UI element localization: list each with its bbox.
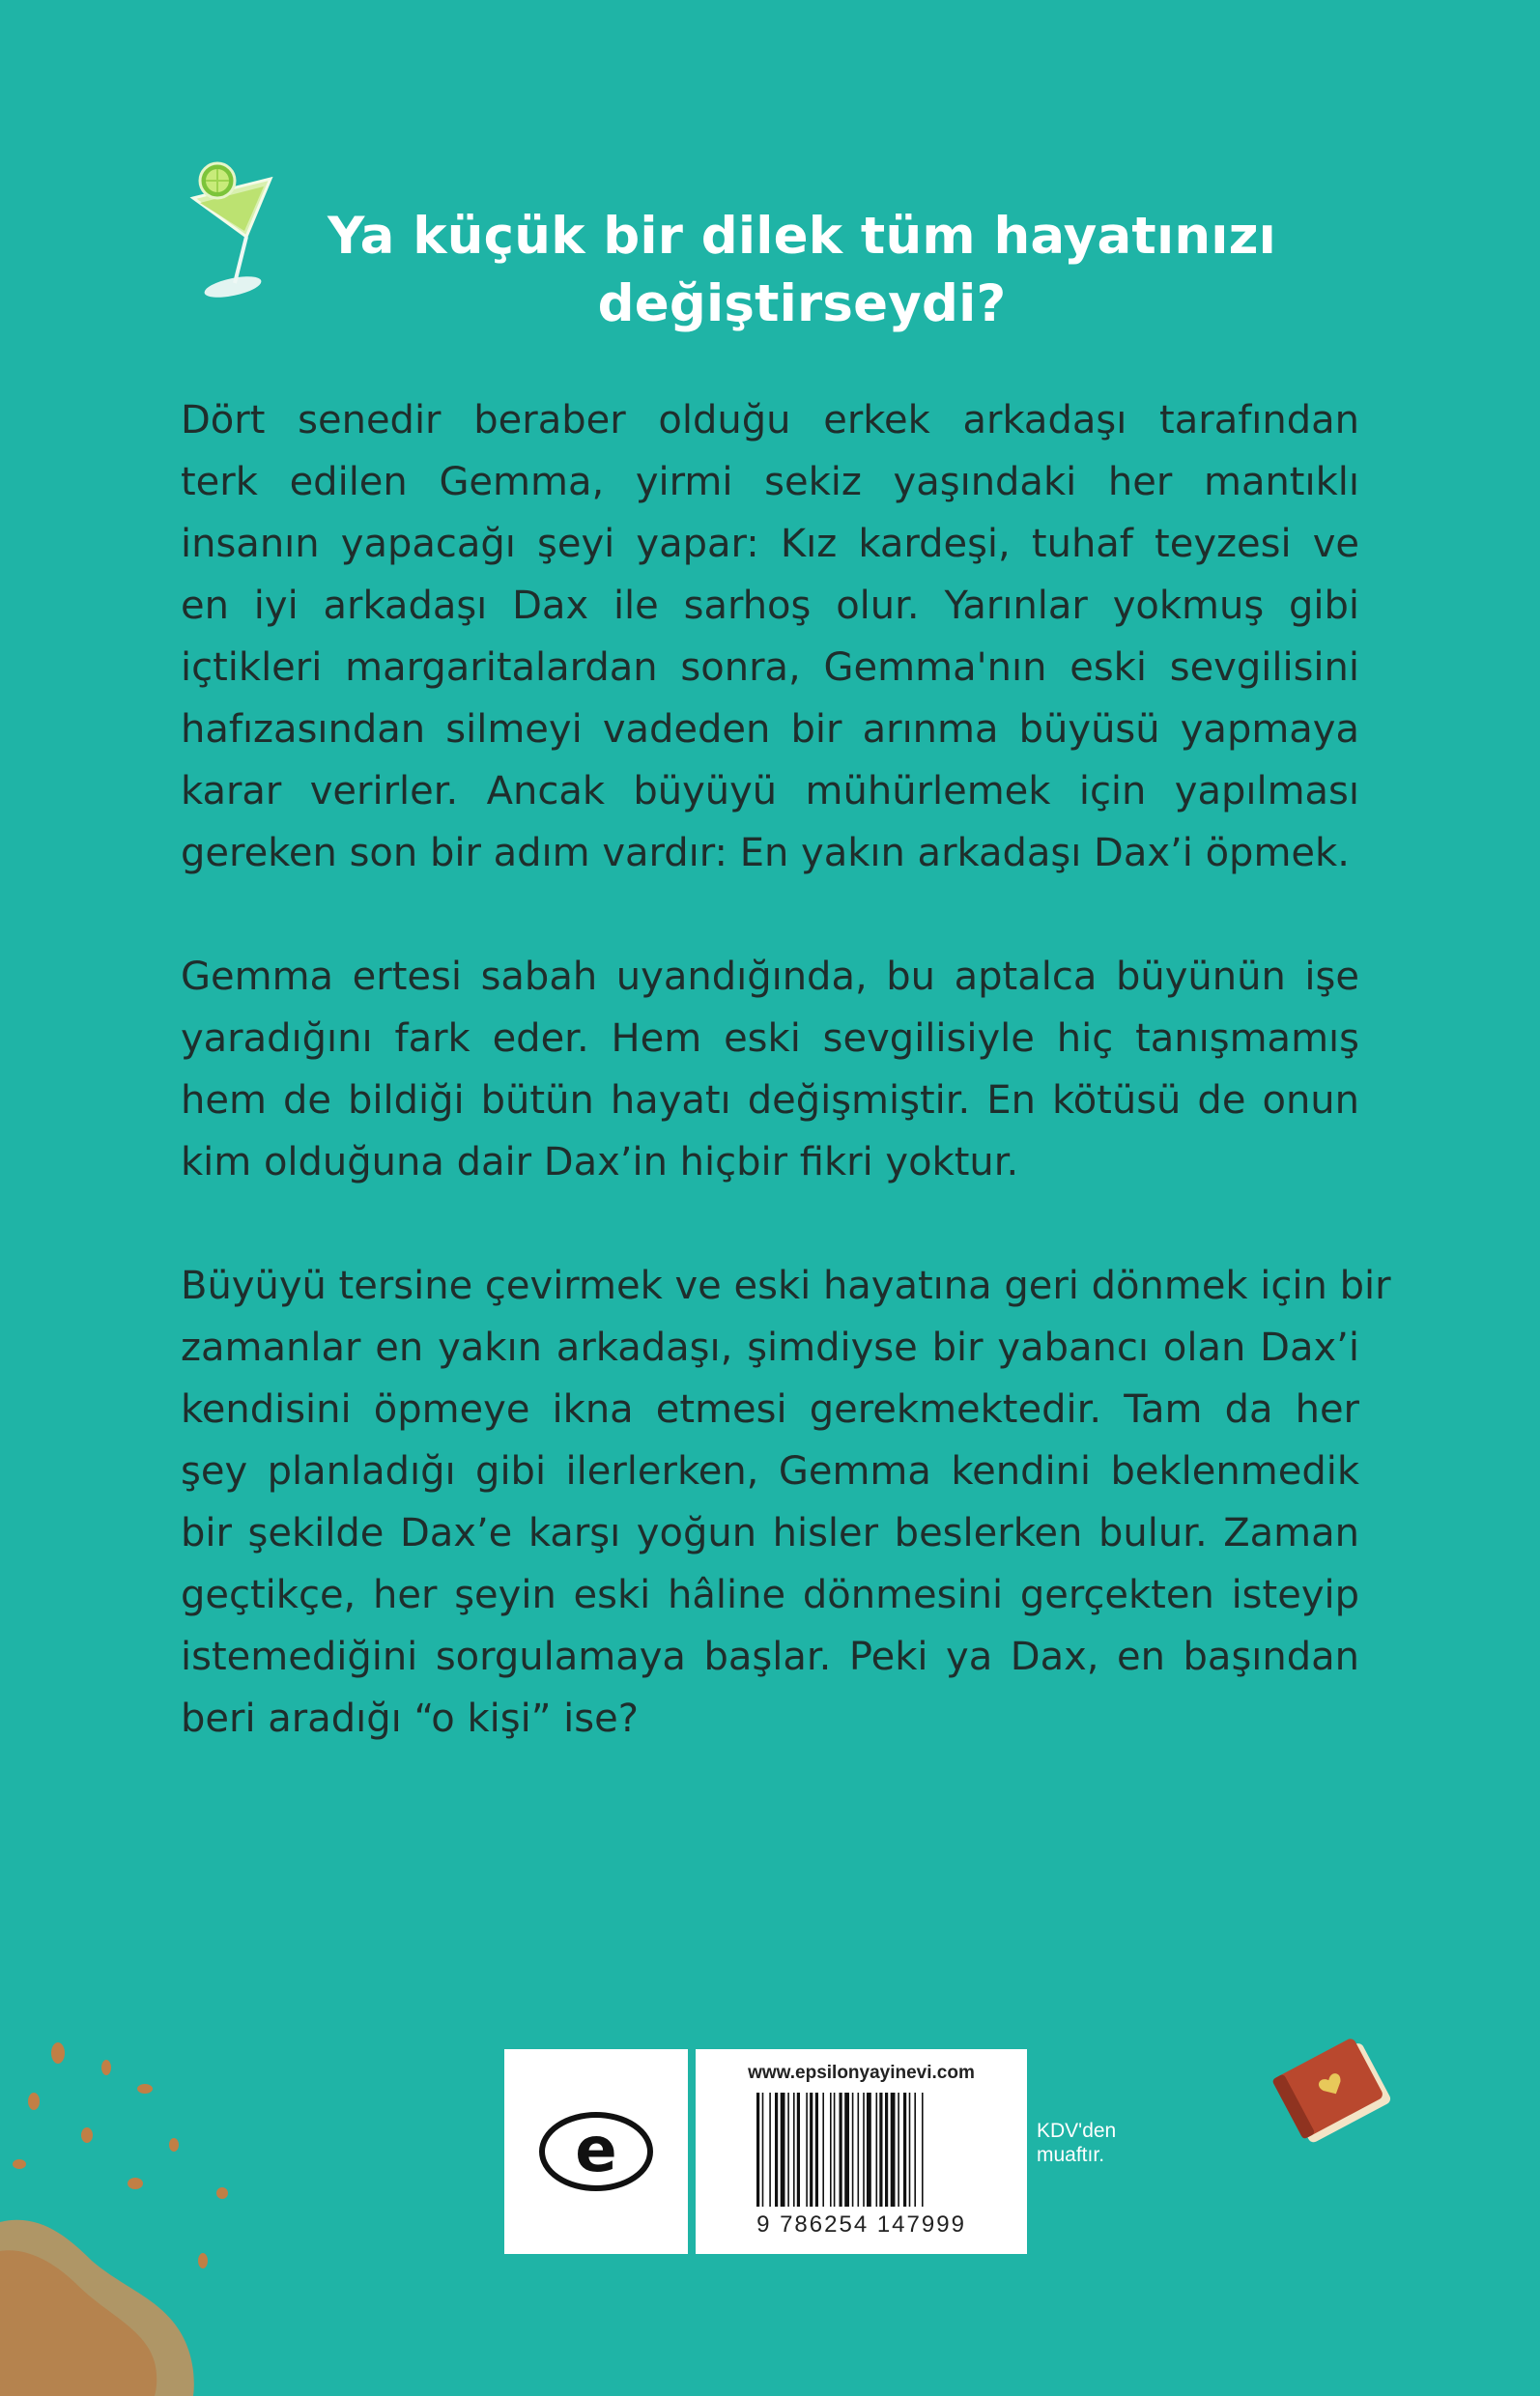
text-line: içtikleri margaritalardan sonra, Gemma'nın eski sevgilisini: [181, 645, 1359, 690]
headline-line-2: değiştirseydi?: [597, 274, 1007, 333]
headline-line-1: Ya küçük bir dilek tüm hayatınızı: [327, 207, 1277, 266]
headline: [290, 203, 1314, 338]
text-line: istemediğini sorgulamaya başlar. Peki ya Dax, en başından: [181, 1635, 1359, 1679]
text-line: karar verirler. Ancak büyüyü mühürlemek için yapılması: [181, 769, 1359, 813]
book-icon: [1266, 2029, 1411, 2154]
text-line: şey planladığı gibi ilerlerken, Gemma kendini beklenmedik: [181, 1449, 1359, 1494]
text-line: hafızasından silmeyi vadeden bir arınma büyüsü yapmaya: [181, 707, 1359, 752]
isbn-number: 9 786254 147999: [756, 2211, 966, 2238]
logo-letter: e: [575, 2115, 617, 2186]
publisher-website: www.epsilonyayinevi.com: [748, 2063, 975, 2083]
text-line: gereken son bir adım vardır: En yakın arkadaşı Dax’i öpmek.: [181, 831, 1350, 875]
paragraph-3: [181, 1255, 1391, 1750]
text-line: bir şekilde Dax’e karşı yoğun hisler beslerken bulur. Zaman: [181, 1511, 1359, 1555]
text-line: kendisini öpmeye ikna etmesi gerekmektedir. Tam da her: [181, 1387, 1359, 1432]
epsilon-logo-icon: [538, 2111, 654, 2192]
publisher-logo-box: [504, 2049, 688, 2254]
text-line: en iyi arkadaşı Dax ile sarhoş olur. Yarınlar yokmuş gibi: [181, 584, 1359, 628]
barcode-box: [696, 2049, 1027, 2254]
blurb: [181, 389, 1391, 1811]
margarita-glass-icon: [179, 159, 299, 304]
text-line: insanın yapacağı şeyi yapar: Kız kardeşi, tuhaf teyzesi ve: [181, 522, 1359, 566]
tax-note-line-1: KDV'den: [1037, 2120, 1117, 2142]
text-line: Dört senedir beraber olduğu erkek arkadaşı tarafından: [181, 398, 1359, 442]
text-line: zamanlar en yakın arkadaşı, şimdiyse bir yabancı olan Dax’i: [181, 1326, 1359, 1370]
text-line: geçtikçe, her şeyin eski hâline dönmesini gerçekten isteyip: [181, 1573, 1359, 1617]
text-line: hem de bildiği bütün hayatı değişmiştir. En kötüsü de onun: [181, 1078, 1359, 1123]
text-line: Gemma ertesi sabah uyandığında, bu aptalca büyünün işe: [181, 955, 1359, 999]
coffee-splash-decoration: [0, 2029, 242, 2396]
paragraph-2: [181, 946, 1359, 1193]
text-line: terk edilen Gemma, yirmi sekiz yaşındaki her mantıklı: [181, 460, 1359, 504]
text-line: Büyüyü tersine çevirmek ve eski hayatına geri dönmek için bir: [181, 1264, 1391, 1308]
tax-note-line-2: muaftır.: [1037, 2144, 1105, 2166]
tax-note: [1037, 2119, 1116, 2167]
barcode-icon: [756, 2093, 969, 2207]
text-line: beri aradığı “o kişi” ise?: [181, 1697, 639, 1741]
text-line: kim olduğuna dair Dax’in hiçbir fikri yoktur.: [181, 1140, 1019, 1184]
paragraph-1: [181, 389, 1359, 884]
text-line: yaradığını fark eder. Hem eski sevgilisiyle hiç tanışmamış: [181, 1016, 1359, 1061]
